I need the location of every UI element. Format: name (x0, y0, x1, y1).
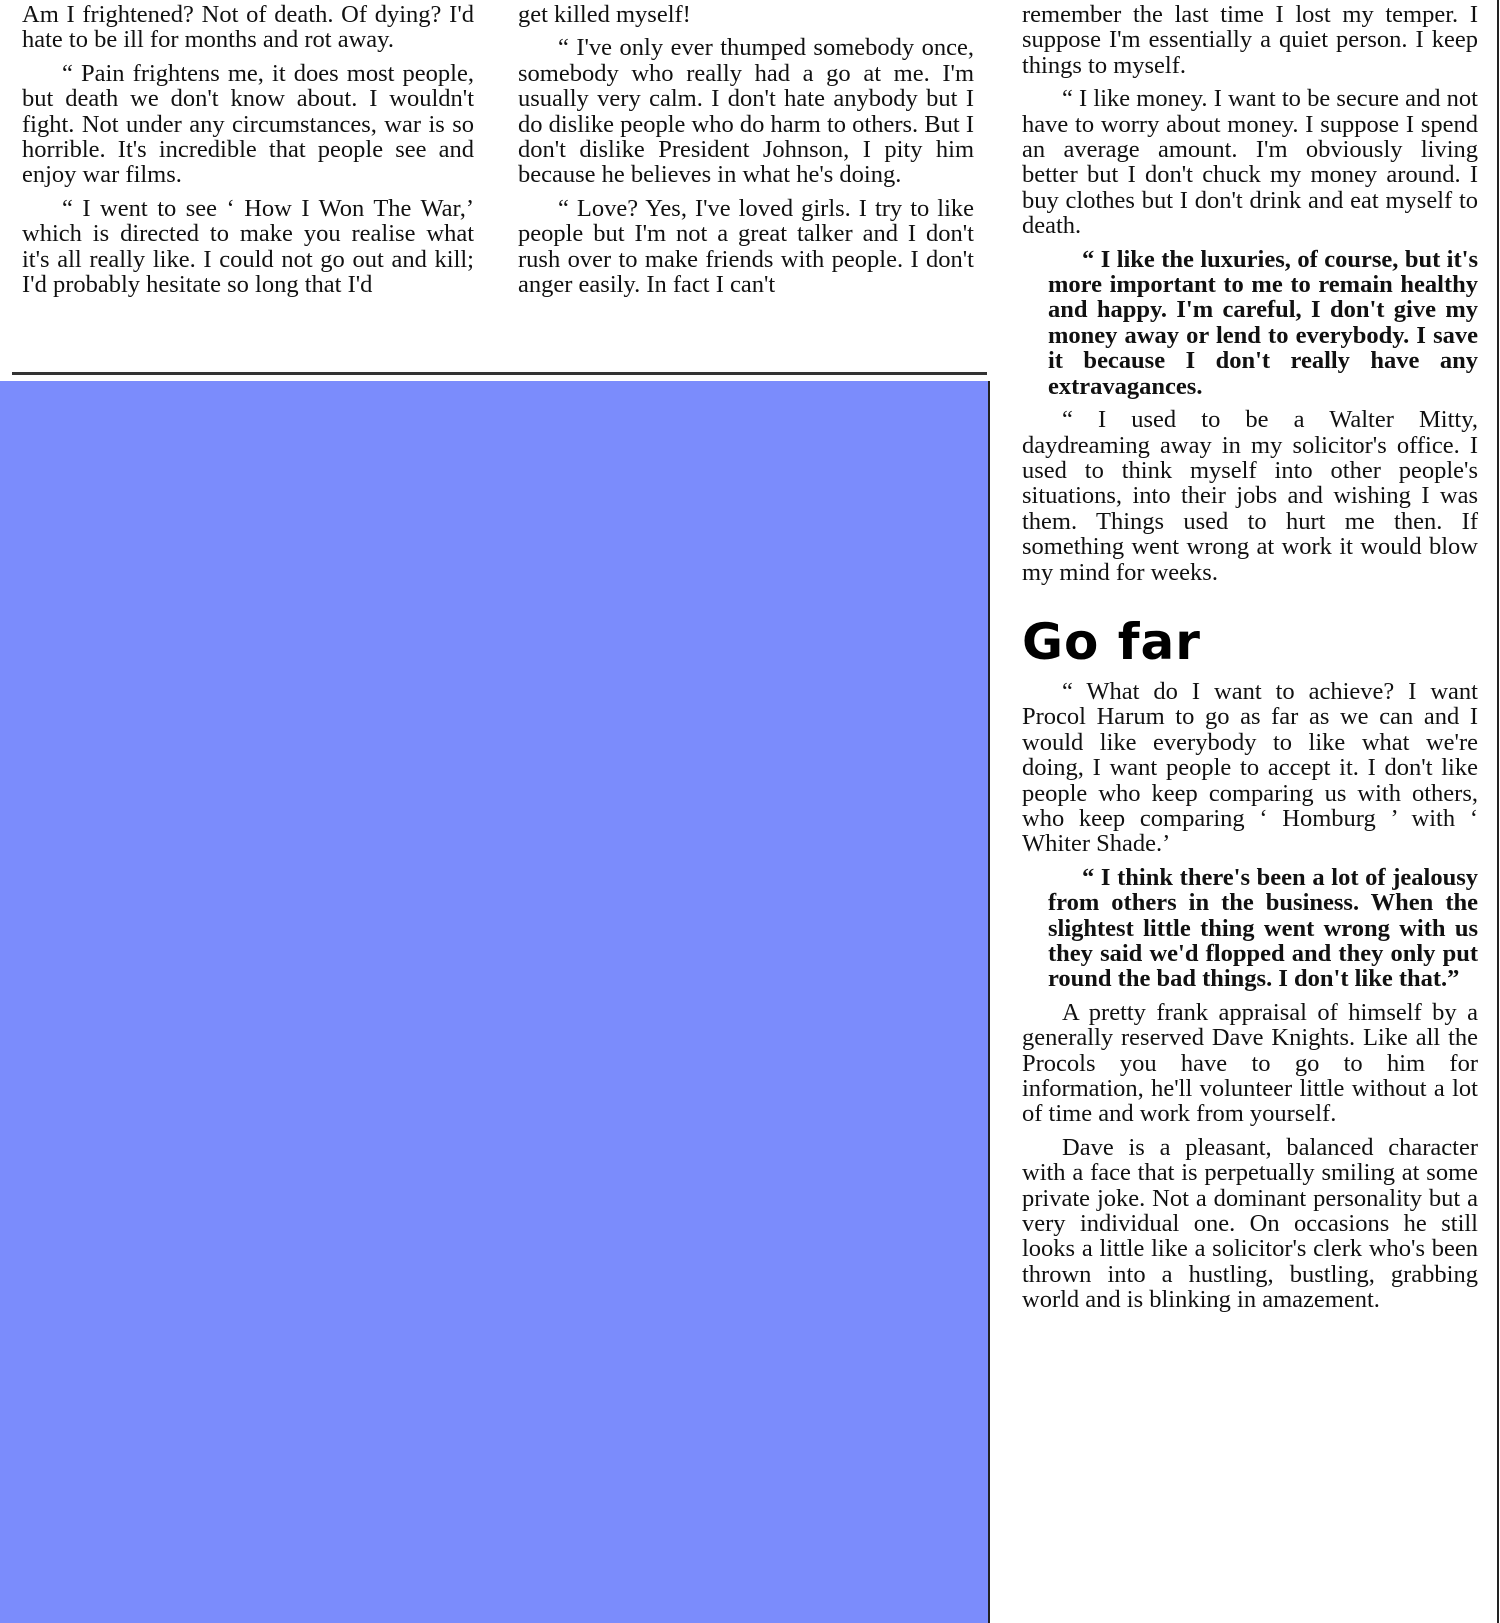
bold-quote-paragraph: “ I think there's been a lot of jealousy from others in the business. When the slightest little thing went wrong with us they said we'd flopped and they only put round the bad things. I don't like that.” (1048, 863, 1478, 993)
bold-quote-paragraph: “ I like the luxuries, of course, but it's more important to me to remain healthy and happy. I'm careful, I don't give my money away or lend to everybody. I save it because I don't really have any extravagances. (1048, 245, 1478, 400)
blank-overlay-region (0, 381, 988, 1623)
section-heading: Go far (1022, 612, 1201, 671)
paragraph: “ I like money. I want to be secure and not have to worry about money. I suppose I spend an average amount. I'm obviously living better but I don't chuck my money around. I buy clothes but I don't drink and eat myself to death. (1022, 85, 1478, 240)
column-3 (1022, 2, 1478, 1321)
paragraph: “ What do I want to achieve? I want Procol Harum to go as far as we can and I would like everybody to like what we're doing, I want people to accept it. I don't like people who keep comparing us with others, who keep comparing ‘ Homburg ’ with ‘ Whiter Shade.’ (1022, 677, 1478, 858)
horizontal-rule (12, 372, 987, 375)
column-2 (518, 2, 974, 305)
paragraph: “ Pain frightens me, it does most people, but death we don't know about. I wouldn't fight. Not under any circumstances, war is so horrible. It's incredible that people see and enjoy war films. (22, 59, 474, 189)
paragraph: A pretty frank appraisal of himself by a generally reserved Dave Knights. Like all the Procols you have to go to him for information, he'll volunteer little without a lot of time and work from yourself. (1022, 998, 1478, 1128)
paragraph: “ I went to see ‘ How I Won The War,’ which is directed to make you realise what it's all really like. I could not go out and kill; I'd probably hesitate so long that I'd (22, 194, 474, 299)
column-1 (22, 2, 474, 305)
paragraph: “ I used to be a Walter Mitty, daydreaming away in my solicitor's office. I used to think myself into other people's situations, into their jobs and wishing I was them. Things used to hurt me then. If something went wrong at work it would blow my mind for weeks. (1022, 406, 1478, 586)
paragraph: “ Love? Yes, I've loved girls. I try to like people but I'm not a great talker and I don't rush over to make friends with people. I don't anger easily. In fact I can't (518, 194, 974, 299)
paragraph: Dave is a pleasant, balanced character with a face that is perpetually smiling at some private joke. Not a dominant personality but a very individual one. On occasions he still looks a little like a solicitor's clerk who's been thrown into a hustling, bustling, grabbing world and is blinking in amazement. (1022, 1133, 1478, 1314)
paragraph: “ I've only ever thumped somebody once, somebody who really had a go at me. I'm usually very calm. I don't hate anybody but I do dislike people who do harm to others. But I don't dislike President Johnson, I pity him because he believes in what he's doing. (518, 34, 974, 189)
vertical-rule (1497, 0, 1499, 1623)
paragraph: remember the last time I lost my temper. I suppose I'm essentially a quiet person. I keep things to myself. (1022, 1, 1478, 79)
overlay-border (988, 381, 990, 1623)
paragraph: get killed myself! (518, 1, 691, 28)
paragraph: Am I frightened? Not of death. Of dying? I'd hate to be ill for months and rot away. (22, 1, 474, 54)
